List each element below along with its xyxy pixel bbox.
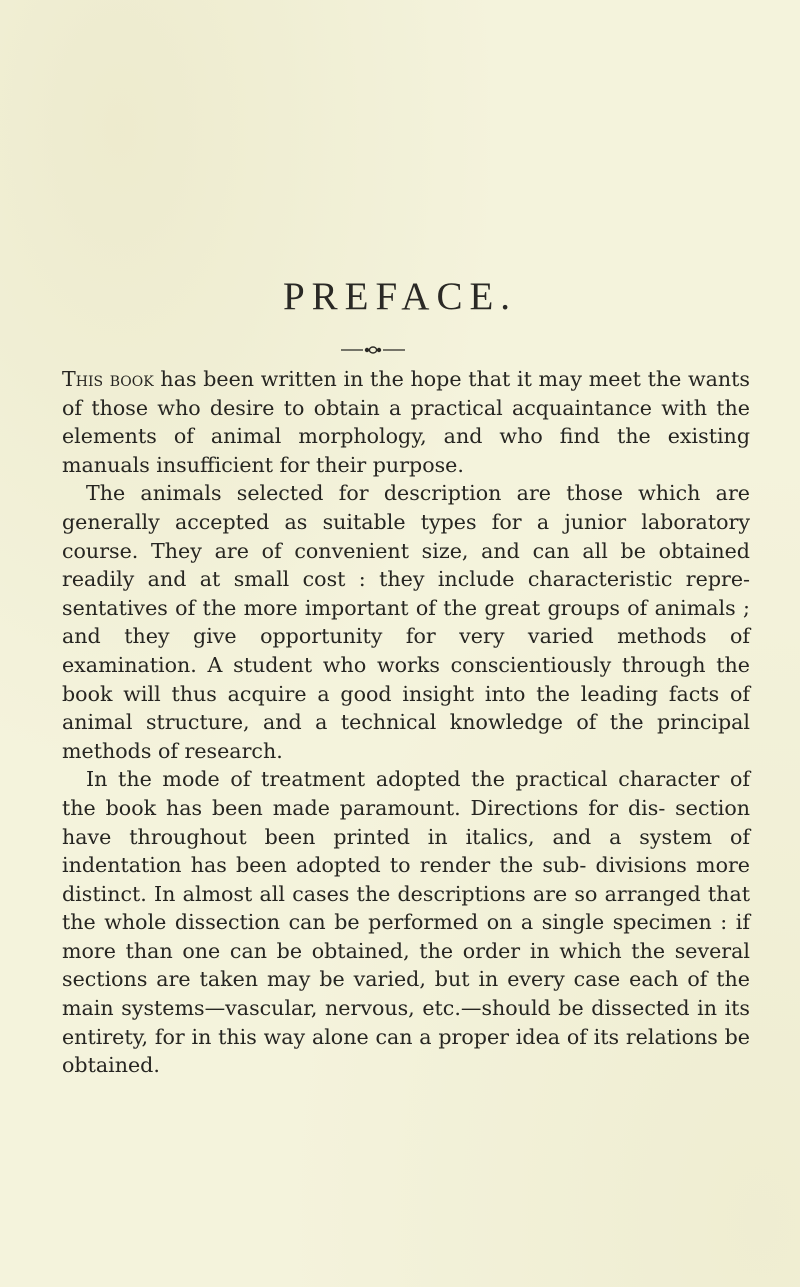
- paragraph: [62, 365, 750, 479]
- paragraph: The animals selected for description are those which are generally accepted as suitable types for a junior laboratory course. They are of convenient size, and can all be obtained readily and at small cost : they include characteristic repre- sentatives of the more important of the great groups of animals ; and they give opportunity for very varied methods of examination. A student who works conscientiously through the book will thus acquire a good insight into the leading facts of animal structure, and a technical knowledge of the principal methods of research.: [62, 481, 750, 763]
- paragraph-text: has been written in the hope that it may meet the wants of those who desire to obtain a practical acquaintance with the elements of animal morphology, and who find the existing manuals insufficient for their purpose.: [62, 367, 751, 477]
- paragraph: In the mode of treatment adopted the practical character of the book has been made paramount. Directions for dis- section have throughout been printed in italics, and a system of indentation has been adopted to render the sub- divisions more distinct. In almost all cases the descriptions are so arranged that the whole dissection can be performed on a single specimen : if more than one can be obtained, the order in which the several sections are taken may be varied, but in every case each of the main systems—vascular, nervous, etc.—should be dissected in its entirety, for in this way alone can a proper idea of its relations be obtained.: [62, 767, 750, 1078]
- page-title: PREFACE.: [282, 275, 518, 318]
- lead-word: This book: [62, 367, 154, 391]
- ornamental-rule-icon: [341, 346, 405, 354]
- preface-body: [62, 365, 750, 1080]
